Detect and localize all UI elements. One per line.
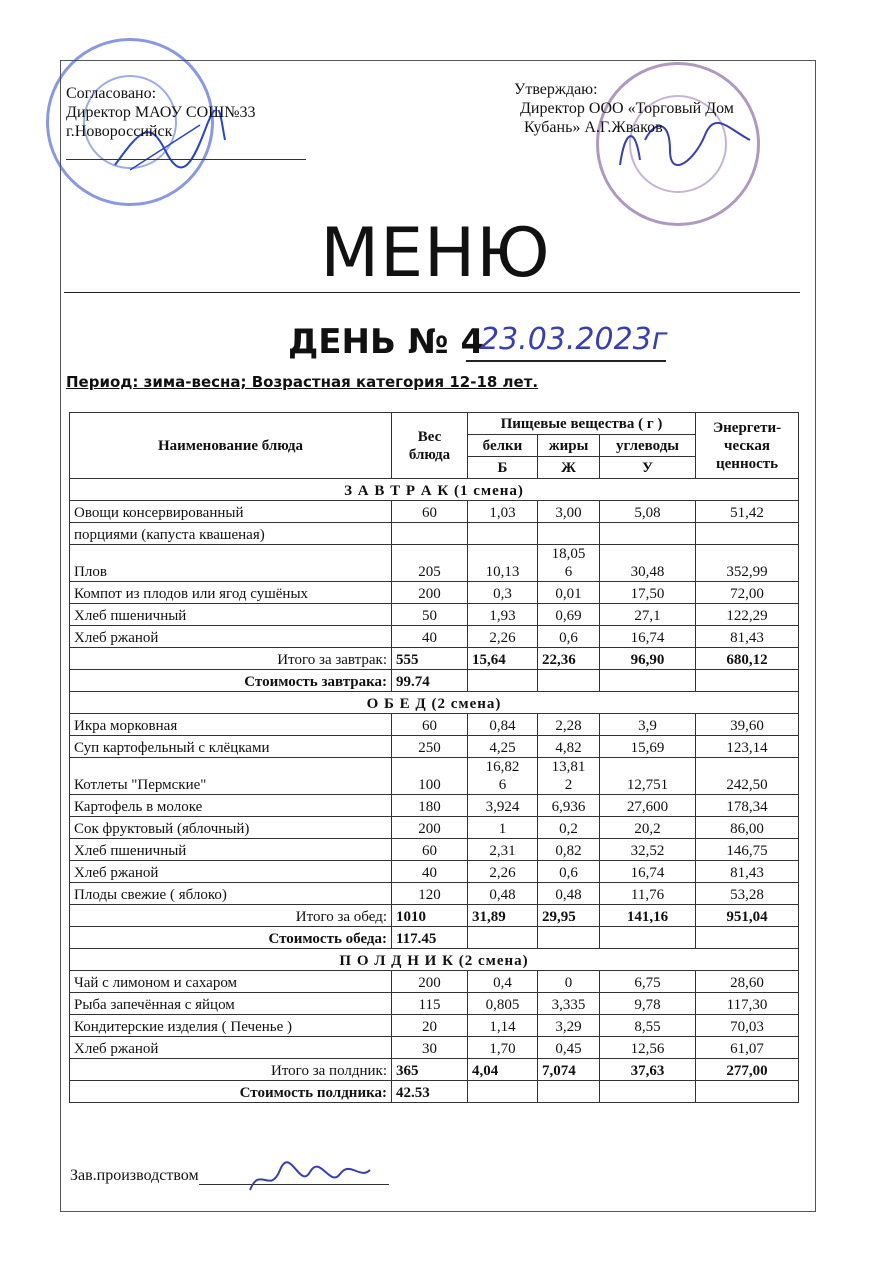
dish-weight: 60 xyxy=(392,714,468,736)
footer-label: Зав.производством xyxy=(70,1167,199,1184)
dish-weight: 205 xyxy=(392,545,468,582)
table-row xyxy=(70,582,799,604)
dish-energy: 81,43 xyxy=(696,626,799,648)
total-u: 37,63 xyxy=(600,1059,696,1081)
total-b: 15,64 xyxy=(468,648,538,670)
dish-energy: 117,30 xyxy=(696,993,799,1015)
dish-weight: 60 xyxy=(392,501,468,523)
total-row xyxy=(70,648,799,670)
dish-energy: 178,34 xyxy=(696,795,799,817)
dish-energy: 146,75 xyxy=(696,839,799,861)
nutrient-b: 1,70 xyxy=(468,1037,538,1059)
nutrient-b: 0,84 xyxy=(468,714,538,736)
day-label: ДЕНЬ № 4 xyxy=(288,322,485,362)
table-row xyxy=(70,817,799,839)
nutrient-zh: 3,00 xyxy=(538,501,600,523)
nutrient-u: 15,69 xyxy=(600,736,696,758)
empty-cell xyxy=(696,1081,799,1103)
nutrient-u: 6,75 xyxy=(600,971,696,993)
dish-name: Хлеб ржаной xyxy=(70,861,392,883)
header-energy: Энергети-ческая ценность xyxy=(696,413,799,479)
dish-weight: 115 xyxy=(392,993,468,1015)
nutrient-b: 1,93 xyxy=(468,604,538,626)
dish-energy: 122,29 xyxy=(696,604,799,626)
nutrient-b: 2,26 xyxy=(468,861,538,883)
nutrient-zh: 0,69 xyxy=(538,604,600,626)
nutrient-b: 0,4 xyxy=(468,971,538,993)
nutrient-u: 9,78 xyxy=(600,993,696,1015)
table-row xyxy=(70,501,799,523)
total-label: Итого за завтрак: xyxy=(70,648,392,670)
nutrient-b: 16,82 6 xyxy=(468,758,538,795)
dish-energy xyxy=(696,523,799,545)
total-energy: 951,04 xyxy=(696,905,799,927)
nutrient-u: 5,08 xyxy=(600,501,696,523)
dish-energy: 352,99 xyxy=(696,545,799,582)
dish-weight: 40 xyxy=(392,626,468,648)
nutrient-zh: 0,2 xyxy=(538,817,600,839)
nutrient-b: 4,25 xyxy=(468,736,538,758)
dish-name: Овощи консервированный xyxy=(70,501,392,523)
nutrient-b: 1,14 xyxy=(468,1015,538,1037)
approval-left-position: Директор МАОУ СОШ№33 xyxy=(66,104,256,121)
cost-value: 117.45 xyxy=(392,927,468,949)
dish-weight: 100 xyxy=(392,758,468,795)
approval-left xyxy=(66,84,306,160)
nutrient-u: 27,600 xyxy=(600,795,696,817)
empty-cell xyxy=(538,927,600,949)
nutrient-u: 3,9 xyxy=(600,714,696,736)
manager-signature xyxy=(245,1160,375,1200)
section-header-row xyxy=(70,949,799,971)
section-title: О Б Е Д (2 смена) xyxy=(70,692,799,714)
total-b: 31,89 xyxy=(468,905,538,927)
nutrient-zh: 4,82 xyxy=(538,736,600,758)
nutrient-b: 1 xyxy=(468,817,538,839)
title-divider xyxy=(64,292,800,293)
empty-cell xyxy=(538,1081,600,1103)
empty-cell xyxy=(538,670,600,692)
nutrient-b xyxy=(468,523,538,545)
empty-cell xyxy=(600,927,696,949)
nutrient-zh: 0,82 xyxy=(538,839,600,861)
section-title: З А В Т Р А К (1 смена) xyxy=(70,479,799,501)
dish-weight: 30 xyxy=(392,1037,468,1059)
header-nutrients: Пищевые вещества ( г ) xyxy=(468,413,696,435)
dish-name: Компот из плодов или ягод сушёных xyxy=(70,582,392,604)
header-u: У xyxy=(600,457,696,479)
nutrient-u: 32,52 xyxy=(600,839,696,861)
dish-name: Кондитерские изделия ( Печенье ) xyxy=(70,1015,392,1037)
total-zh: 22,36 xyxy=(538,648,600,670)
table-row xyxy=(70,626,799,648)
empty-cell xyxy=(600,670,696,692)
nutrient-b: 0,805 xyxy=(468,993,538,1015)
total-energy: 680,12 xyxy=(696,648,799,670)
nutrient-zh: 18,05 6 xyxy=(538,545,600,582)
dish-energy: 242,50 xyxy=(696,758,799,795)
nutrient-u: 11,76 xyxy=(600,883,696,905)
nutrient-u: 30,48 xyxy=(600,545,696,582)
dish-name: Хлеб ржаной xyxy=(70,1037,392,1059)
approval-right xyxy=(514,80,734,137)
dish-energy: 86,00 xyxy=(696,817,799,839)
header-fat: жиры xyxy=(538,435,600,457)
dish-name: Рыба запечённая с яйцом xyxy=(70,993,392,1015)
nutrient-zh xyxy=(538,523,600,545)
table-row xyxy=(70,795,799,817)
cost-row xyxy=(70,927,799,949)
day-date: 23.03.2023г xyxy=(466,322,666,362)
dish-weight: 200 xyxy=(392,582,468,604)
table-row xyxy=(70,971,799,993)
period-line: Период: зима-весна; Возрастная категория 12-18 лет. xyxy=(66,373,539,391)
header-carbs: углеводы xyxy=(600,435,696,457)
dish-energy: 51,42 xyxy=(696,501,799,523)
dish-energy: 53,28 xyxy=(696,883,799,905)
nutrient-u: 12,56 xyxy=(600,1037,696,1059)
dish-name: Хлеб пшеничный xyxy=(70,839,392,861)
section-header-row xyxy=(70,692,799,714)
menu-table xyxy=(69,412,799,1103)
table-row xyxy=(70,1037,799,1059)
header-b: Б xyxy=(468,457,538,479)
dish-name: Плов xyxy=(70,545,392,582)
dish-weight: 180 xyxy=(392,795,468,817)
empty-cell xyxy=(696,927,799,949)
nutrient-zh: 0,48 xyxy=(538,883,600,905)
table-row xyxy=(70,1015,799,1037)
dish-weight: 200 xyxy=(392,971,468,993)
nutrient-zh: 0,01 xyxy=(538,582,600,604)
total-u: 141,16 xyxy=(600,905,696,927)
dish-weight xyxy=(392,523,468,545)
dish-weight: 40 xyxy=(392,861,468,883)
total-row xyxy=(70,1059,799,1081)
nutrient-u: 17,50 xyxy=(600,582,696,604)
approval-left-city: г.Новороссийск xyxy=(66,123,173,140)
total-weight: 365 xyxy=(392,1059,468,1081)
cost-row xyxy=(70,1081,799,1103)
page-title: МЕНЮ xyxy=(320,214,551,293)
cost-value: 42.53 xyxy=(392,1081,468,1103)
nutrient-u: 20,2 xyxy=(600,817,696,839)
total-label: Итого за полдник: xyxy=(70,1059,392,1081)
dish-weight: 200 xyxy=(392,817,468,839)
empty-cell xyxy=(696,670,799,692)
nutrient-u: 12,751 xyxy=(600,758,696,795)
dish-weight: 120 xyxy=(392,883,468,905)
nutrient-zh: 3,29 xyxy=(538,1015,600,1037)
approval-left-signature-line xyxy=(66,141,306,160)
header-protein: белки xyxy=(468,435,538,457)
dish-name: Картофель в молоке xyxy=(70,795,392,817)
total-weight: 1010 xyxy=(392,905,468,927)
dish-name: Хлеб ржаной xyxy=(70,626,392,648)
nutrient-u: 8,55 xyxy=(600,1015,696,1037)
dish-name: Суп картофельный с клёцками xyxy=(70,736,392,758)
dish-weight: 250 xyxy=(392,736,468,758)
approval-right-name: Кубань» А.Г.Жваков xyxy=(524,119,663,136)
nutrient-u: 16,74 xyxy=(600,861,696,883)
dish-name: порциями (капуста квашеная) xyxy=(70,523,392,545)
approval-right-position: Директор ООО «Торговый Дом xyxy=(520,100,734,117)
total-u: 96,90 xyxy=(600,648,696,670)
nutrient-b: 3,924 xyxy=(468,795,538,817)
dish-name: Котлеты "Пермские" xyxy=(70,758,392,795)
nutrient-b: 10,13 xyxy=(468,545,538,582)
dish-energy: 72,00 xyxy=(696,582,799,604)
empty-cell xyxy=(468,1081,538,1103)
nutrient-zh: 3,335 xyxy=(538,993,600,1015)
table-row xyxy=(70,993,799,1015)
dish-name: Плоды свежие ( яблоко) xyxy=(70,883,392,905)
dish-weight: 60 xyxy=(392,839,468,861)
empty-cell xyxy=(468,670,538,692)
table-row xyxy=(70,545,799,582)
empty-cell xyxy=(600,1081,696,1103)
nutrient-zh: 0 xyxy=(538,971,600,993)
dish-energy: 28,60 xyxy=(696,971,799,993)
total-row xyxy=(70,905,799,927)
table-row xyxy=(70,883,799,905)
total-weight: 555 xyxy=(392,648,468,670)
nutrient-b: 2,31 xyxy=(468,839,538,861)
cost-value: 99.74 xyxy=(392,670,468,692)
nutrient-zh: 0,6 xyxy=(538,626,600,648)
section-header-row xyxy=(70,479,799,501)
cost-label: Стоимость полдника: xyxy=(70,1081,392,1103)
nutrient-b: 2,26 xyxy=(468,626,538,648)
table-row xyxy=(70,839,799,861)
table-row xyxy=(70,736,799,758)
dish-weight: 50 xyxy=(392,604,468,626)
nutrient-zh: 0,45 xyxy=(538,1037,600,1059)
total-zh: 29,95 xyxy=(538,905,600,927)
dish-energy: 70,03 xyxy=(696,1015,799,1037)
cost-label: Стоимость обеда: xyxy=(70,927,392,949)
header-name: Наименование блюда xyxy=(70,413,392,479)
approval-left-label: Согласовано: xyxy=(66,85,157,102)
table-row xyxy=(70,861,799,883)
empty-cell xyxy=(468,927,538,949)
nutrient-b: 0,48 xyxy=(468,883,538,905)
nutrient-zh: 2,28 xyxy=(538,714,600,736)
total-energy: 277,00 xyxy=(696,1059,799,1081)
approval-right-label: Утверждаю: xyxy=(514,81,598,98)
dish-name: Чай с лимоном и сахаром xyxy=(70,971,392,993)
dish-name: Сок фруктовый (яблочный) xyxy=(70,817,392,839)
nutrient-zh: 0,6 xyxy=(538,861,600,883)
nutrient-b: 0,3 xyxy=(468,582,538,604)
dish-energy: 123,14 xyxy=(696,736,799,758)
table-row xyxy=(70,604,799,626)
total-label: Итого за обед: xyxy=(70,905,392,927)
header-weight: Вес блюда xyxy=(392,413,468,479)
table-row xyxy=(70,758,799,795)
total-zh: 7,074 xyxy=(538,1059,600,1081)
dish-energy: 39,60 xyxy=(696,714,799,736)
dish-energy: 81,43 xyxy=(696,861,799,883)
nutrient-zh: 13,81 2 xyxy=(538,758,600,795)
header-zh: Ж xyxy=(538,457,600,479)
table-row xyxy=(70,523,799,545)
total-b: 4,04 xyxy=(468,1059,538,1081)
cost-label: Стоимость завтрака: xyxy=(70,670,392,692)
dish-weight: 20 xyxy=(392,1015,468,1037)
dish-energy: 61,07 xyxy=(696,1037,799,1059)
nutrient-u: 16,74 xyxy=(600,626,696,648)
cost-row xyxy=(70,670,799,692)
nutrient-zh: 6,936 xyxy=(538,795,600,817)
section-title: П О Л Д Н И К (2 смена) xyxy=(70,949,799,971)
nutrient-u: 27,1 xyxy=(600,604,696,626)
table-row xyxy=(70,714,799,736)
dish-name: Хлеб пшеничный xyxy=(70,604,392,626)
nutrient-b: 1,03 xyxy=(468,501,538,523)
dish-name: Икра морковная xyxy=(70,714,392,736)
nutrient-u xyxy=(600,523,696,545)
